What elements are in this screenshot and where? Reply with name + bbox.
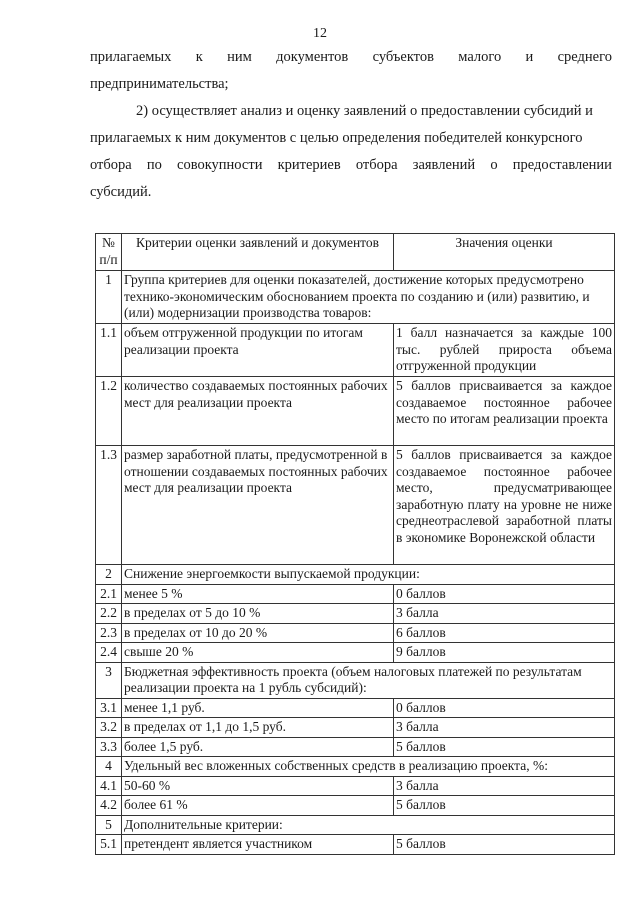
table-row [96,718,615,738]
row-number: 2 [96,565,122,585]
row-number: 5.1 [96,835,122,855]
criterion-cell: объем отгруженной продукции по итогам реализации проекта [122,324,394,377]
table-row [96,737,615,757]
row-number: 2.1 [96,584,122,604]
criterion-cell: в пределах от 5 до 10 % [122,604,394,624]
row-number: 3.3 [96,737,122,757]
word: заявлений [412,157,476,173]
row-number: 2.2 [96,604,122,624]
row-number: 3 [96,662,122,698]
criterion-cell: в пределах от 10 до 20 % [122,623,394,643]
word: по [146,157,162,173]
word: документов [276,49,349,65]
table-row [96,835,615,855]
intro-line-2: предпринимательства; [90,76,229,92]
value-cell: 6 баллов [394,623,615,643]
table-row [96,623,615,643]
row-number: 1 [96,271,122,324]
value-cell: 3 балла [394,604,615,624]
word: предоставлении [512,157,612,173]
row-number: 2.3 [96,623,122,643]
word: совокупности [177,157,263,173]
word: ним [227,49,252,65]
value-cell: 3 балла [394,776,615,796]
table-row [96,698,615,718]
group-row [96,757,615,777]
group-row [96,662,615,698]
table-row [96,604,615,624]
criterion-cell: 50-60 % [122,776,394,796]
value-cell: 5 баллов [394,737,615,757]
intro-paragraph-2 [90,98,612,206]
table-row [96,584,615,604]
group-title: Группа критериев для оценки показателей, достижение которых предусмотрено технико-экономическим обоснованием проекта по созданию и (или) развитию, и (или) модернизации производства товаров: [122,271,615,324]
table-row [96,377,615,446]
group-row [96,271,615,324]
p2-line-3 [90,152,612,179]
criterion-cell: размер заработной платы, предусмотренной в отношении создаваемых постоянных рабочих мест для реализации проекта [122,446,394,565]
group-title: Снижение энергоемкости выпускаемой продукции: [122,565,615,585]
p2-line-4: субсидий. [90,184,152,200]
table-row [96,446,615,565]
row-number: 4 [96,757,122,777]
criterion-cell: менее 1,1 руб. [122,698,394,718]
criterion-cell: свыше 20 % [122,643,394,663]
value-cell: 5 баллов присваивается за каждое создаваемое постоянное рабочее место по итогам реализации проекта [394,377,615,446]
group-title: Бюджетная эффективность проекта (объем налоговых платежей по результатам реализации проекта на 1 рубль субсидий): [122,662,615,698]
criteria-table [95,233,615,855]
row-number: 1.3 [96,446,122,565]
intro-paragraph-1 [90,44,612,98]
table-header-row [96,234,615,271]
word: среднего [557,49,612,65]
value-cell: 5 баллов [394,796,615,816]
value-cell: 0 баллов [394,698,615,718]
table-row [96,776,615,796]
page-number: 12 [313,26,327,41]
criterion-cell: претендент является участником [122,835,394,855]
row-number: 4.2 [96,796,122,816]
word: малого [458,49,502,65]
word: прилагаемых [90,49,172,65]
criterion-cell: в пределах от 1,1 до 1,5 руб. [122,718,394,738]
word: критериев [277,157,341,173]
value-cell: 3 балла [394,718,615,738]
table-row [96,796,615,816]
row-number: 3.1 [96,698,122,718]
group-title: Удельный вес вложенных собственных средств в реализацию проекта, %: [122,757,615,777]
group-row [96,565,615,585]
row-number: 1.1 [96,324,122,377]
word: отбора [90,157,132,173]
criterion-cell: более 1,5 руб. [122,737,394,757]
intro-line-1 [90,44,612,71]
row-number: 5 [96,815,122,835]
table-row [96,324,615,377]
criterion-cell: количество создаваемых постоянных рабочих мест для реализации проекта [122,377,394,446]
value-cell: 0 баллов [394,584,615,604]
group-title: Дополнительные критерии: [122,815,615,835]
criterion-cell: более 61 % [122,796,394,816]
value-cell: 1 балл назначается за каждые 100 тыс. рублей прироста объема отгруженной продукции [394,324,615,377]
header-num: № п/п [96,234,122,271]
row-number: 1.2 [96,377,122,446]
word: к [195,49,203,65]
value-cell: 5 баллов присваивается за каждое создаваемое постоянное рабочее место, предусматривающее заработную плату на уровне не ниже среднеотраслевой заработной платы в экономике Воронежской области [394,446,615,565]
word: субъектов [372,49,434,65]
criterion-cell: менее 5 % [122,584,394,604]
word: о [490,157,498,173]
header-value: Значения оценки [394,234,615,271]
p2-line-2: прилагаемых к ним документов с целью определения победителей конкурсного [90,130,583,146]
row-number: 4.1 [96,776,122,796]
value-cell: 5 баллов [394,835,615,855]
row-number: 3.2 [96,718,122,738]
group-row [96,815,615,835]
value-cell: 9 баллов [394,643,615,663]
word: и [525,49,534,65]
p2-line-1: 2) осуществляет анализ и оценку заявлений о предоставлении субсидий и [136,103,593,119]
header-criteria: Критерии оценки заявлений и документов [122,234,394,271]
word: отбора [355,157,398,173]
table-row [96,643,615,663]
row-number: 2.4 [96,643,122,663]
